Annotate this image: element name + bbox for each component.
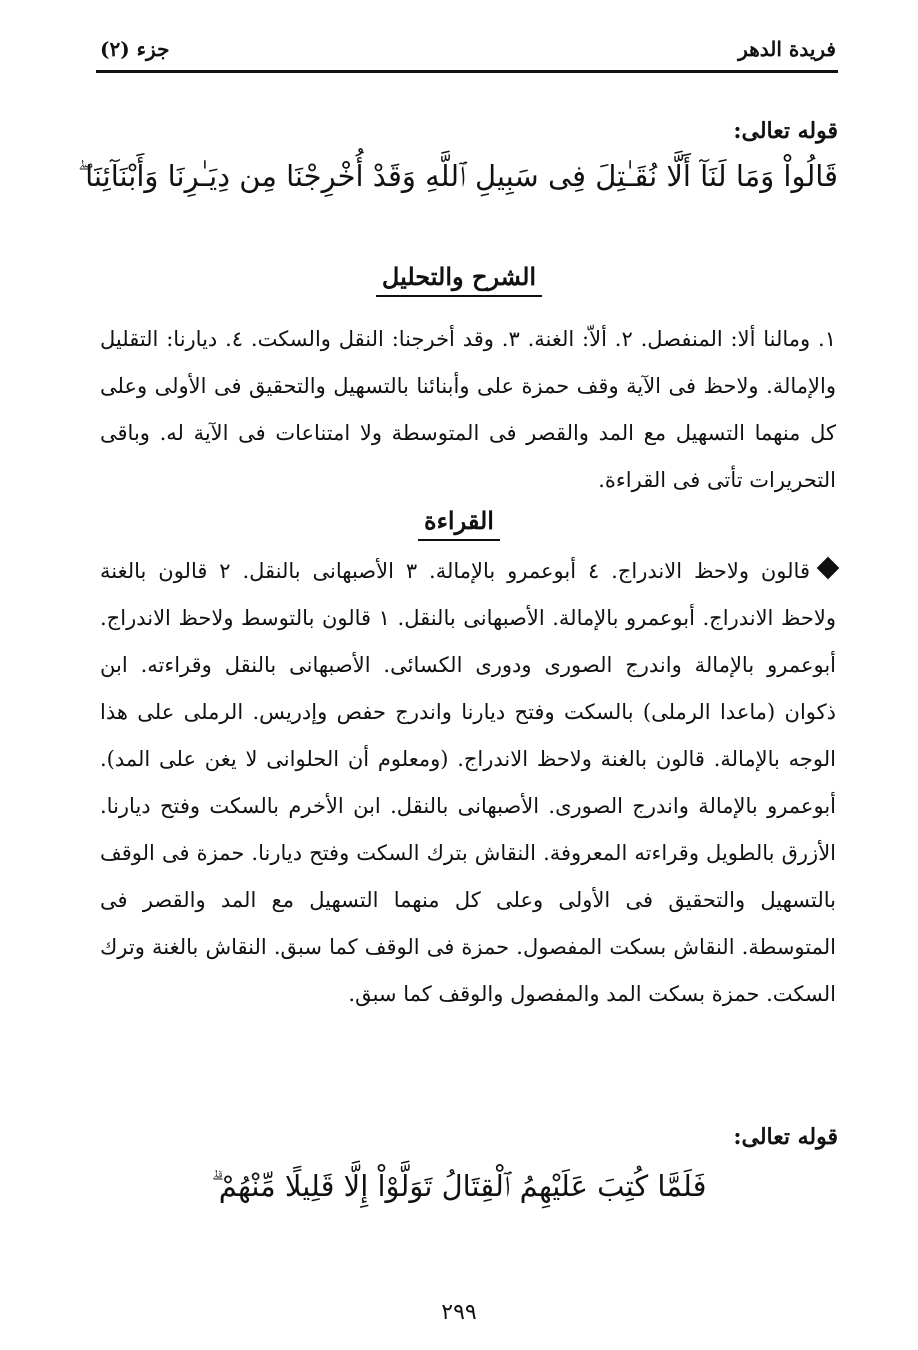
qawluhu-label-1: قوله تعالى: xyxy=(733,118,838,144)
page-number: ٢٩٩ xyxy=(441,1300,477,1325)
quran-verse-1: قَالُواْ وَمَا لَنَآ أَلَّا نُقَـٰتِلَ فِى سَبِيلِ ٱللَّهِ وَقَدْ أُخْرِجْنَا مِن دِيَـٰرِنَا وَأَبْنَآئِنَا ۖ xyxy=(77,159,838,193)
qiraa-text: قالون ولاحظ الاندراج. ٤ أبوعمرو بالإمالة. ٣ الأصبهانى بالنقل. ٢ قالون بالغنة ولاحظ الاندراج. أبوعمرو بالإمالة. الأصبهانى بالنقل. ١ قالون بالتوسط ولاحظ الاندراج. أبوعمرو بالإمالة واندرج الصورى ودورى الكسائى. الأصبهانى بالنقل وقراءته. ابن ذكوان (ماعدا الرملى) بالسكت وفتح ديارنا واندرج حفص وإدريس. الرملى على هذا الوجه بالإمالة. قالون بالغنة ولاحظ الاندراج. (ومعلوم أن الحلوانى لا يغن على المد). أبوعمرو بالإمالة واندرج الصورى. الأصبهانى بالنقل. ابن الأخرم بالسكت وفتح ديارنا. الأزرق بالطويل وقراءته المعروفة. النقاش بترك السكت وفتح ديارنا. حمزة فى الوقف بالتسهيل والتحقيق فى الأولى وعلى كل منهما التسهيل مع المد والقصر فى المتوسطة. النقاش بسكت المفصول. حمزة فى الوقف كما سبق. النقاش بالغنة وترك السكت. حمزة بسكت المد والمفصول والوقف كما سبق. xyxy=(100,559,836,1006)
heading-sharh xyxy=(0,262,918,297)
quran-verse-2: فَلَمَّا كُتِبَ عَلَيْهِمُ ٱلْقِتَالُ تَوَلَّوْاْ إِلَّا قَلِيلًا مِّنْهُمْ ۗ xyxy=(211,1169,707,1203)
header-rule xyxy=(96,70,838,73)
qiraa-text-wrap xyxy=(100,548,836,1018)
qawluhu-label-2: قوله تعالى: xyxy=(733,1124,838,1150)
qiraa-paragraph xyxy=(100,548,836,1018)
sharh-text: ١. ومالنا ألا: المنفصل. ٢. ألاّ: الغنة. ٣. وقد أخرجنا: النقل والسكت. ٤. ديارنا: التقليل والإمالة. ولاحظ فى الآية وقف حمزة على وأبنائنا بالتسهيل والتحقيق فى الأولى وعلى كل منهما التسهيل مع المد والقصر فى المتوسطة ولا امتناعات فى الآية له. وباقى التحريرات تأتى فى القراءة. xyxy=(100,327,836,492)
sharh-paragraph xyxy=(100,316,836,504)
heading-qiraa-text: القراءة xyxy=(418,506,500,541)
heading-sharh-text: الشرح والتحليل xyxy=(376,262,542,297)
part-label: جزء (٢) xyxy=(100,37,170,61)
running-header xyxy=(100,28,836,70)
book-title: فريدة الدهر xyxy=(738,37,836,61)
heading-qiraa xyxy=(0,506,918,541)
